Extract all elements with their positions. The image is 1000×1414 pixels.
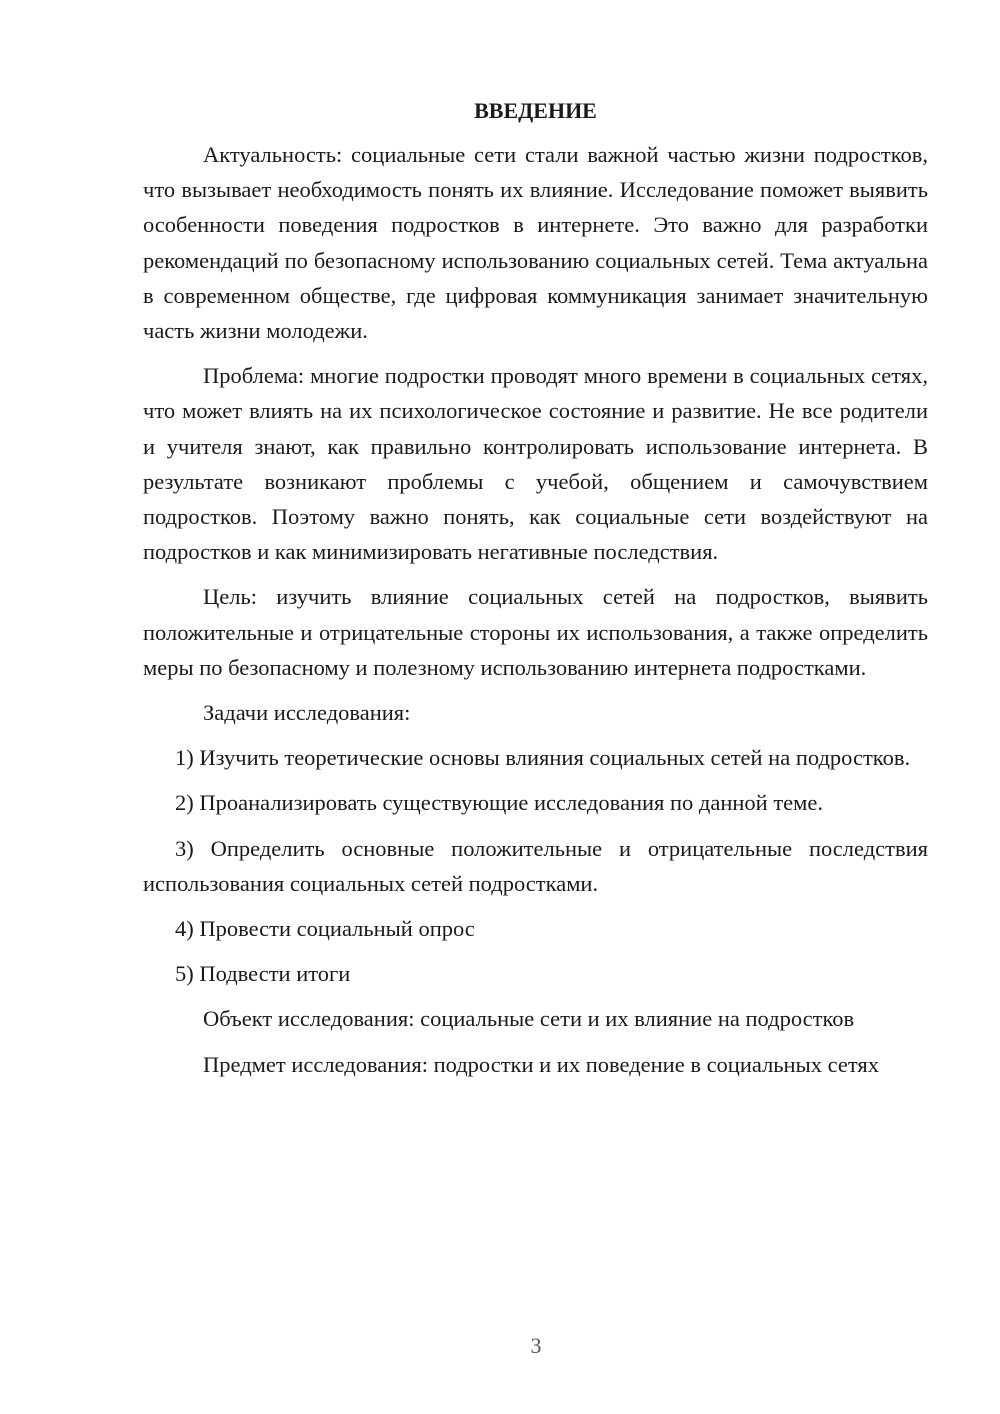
task-item: 1) Изучить теоретические основы влияния социальных сетей на подростков. xyxy=(175,745,911,771)
relevance-paragraph: Актуальность: социальные сети стали важной частью жизни подростков, что вызывает необходимость понять их влияние. Исследование поможет выявить особенности поведения подростков в интернете. Это важно для разработки рекомендаций по безопасному использованию социальных сетей. Тема актуальна в современном обществе, где цифровая коммуникация занимает значительную часть жизни молодежи. xyxy=(143,142,928,344)
task-item: 3) Определить основные положительные и отрицательные последствия использования социальных сетей подростками. xyxy=(143,835,928,896)
section-heading: ВВЕДЕНИЕ xyxy=(474,98,597,123)
research-subject-paragraph: Предмет исследования: подростки и их поведение в социальных сетях xyxy=(203,1051,879,1077)
research-object-paragraph: Объект исследования: социальные сети и их влияние на подростков xyxy=(203,1006,855,1032)
tasks-title: Задачи исследования: xyxy=(203,700,411,726)
task-item: 5) Подвести итоги xyxy=(175,961,351,987)
page-content xyxy=(143,95,928,1092)
problem-paragraph: Проблема: многие подростки проводят много времени в социальных сетях, что может влиять на их психологическое состояние и развитие. Не все родители и учителя знают, как правильно контролировать использование интернета. В результате возникают проблемы с учебой, общением и самочувствием подростков. Поэтому важно понять, как социальные сети воздействуют на подростков и как минимизировать негативные последствия. xyxy=(143,363,928,565)
task-item: 4) Провести социальный опрос xyxy=(175,916,475,942)
task-item: 2) Проанализировать существующие исследования по данной теме. xyxy=(175,790,824,816)
page-number: 3 xyxy=(530,1333,542,1358)
goal-paragraph: Цель: изучить влияние социальных сетей на подростков, выявить положительные и отрицательные стороны их использования, а также определить меры по безопасному и полезному использованию интернета подростками. xyxy=(143,584,928,680)
